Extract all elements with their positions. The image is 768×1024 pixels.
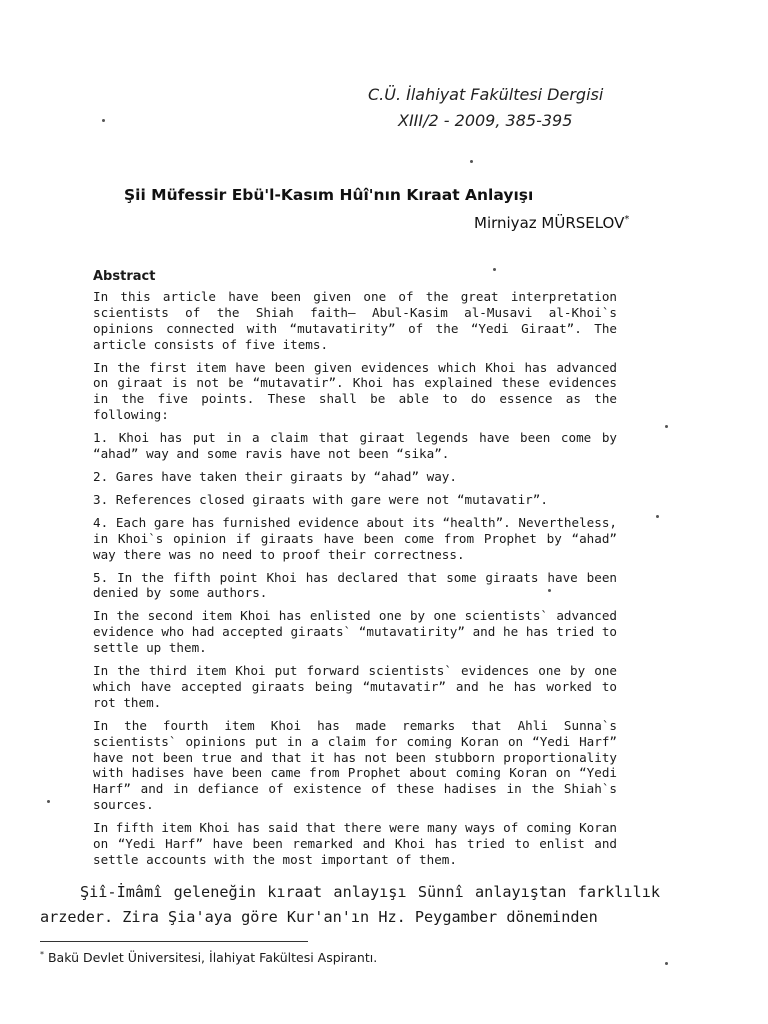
abstract-paragraph: 1. Khoi has put in a claim that giraat legends have been come by “ahad” way and some ravis have not been “sika”.: [93, 430, 617, 462]
body-paragraph: Şiî-İmâmî geleneğin kıraat anlayışı Sünnî anlayıştan farklılık arzeder. Zira Şia'aya göre Kur'an'ın Hz. Peygamber döneminden: [40, 883, 660, 926]
author-name: Mirniyaz MÜRSELOV: [474, 214, 625, 232]
abstract-paragraph: In the fourth item Khoi has made remarks that Ahli Sunna`s scientists` opinions put in a claim for coming Koran on “Yedi Harf” have not been true and that it has not been stubborn proportionality with hadises have been came from Prophet about coming Koran on “Yedi Harf” and in defiance of existence of these hadises in the Shiah`s sources.: [93, 717, 617, 813]
author-line: [474, 214, 629, 232]
journal-name: C.Ü. İlahiyat Fakültesi Dergisi: [368, 85, 604, 104]
scan-speck: [656, 515, 659, 518]
footnote-text: Bakü Devlet Üniversitesi, İlahiyat Fakültesi Aspirantı.: [47, 950, 378, 966]
abstract-paragraph: In fifth item Khoi has said that there were many ways of coming Koran on “Yedi Harf” have been remarked and Khoi has tried to enlist and settle accounts with the most important of them.: [93, 820, 617, 867]
abstract-paragraph: In the third item Khoi put forward scientists` evidences one by one which have accepted giraats being “mutavatir” and he has worked to rot them.: [93, 663, 617, 710]
scan-speck: [102, 119, 105, 122]
scan-speck: [665, 425, 668, 428]
footnote-marker: *: [40, 950, 44, 959]
journal-volume-pages: XIII/2 - 2009, 385-395: [398, 111, 573, 130]
abstract-paragraph: 3. References closed giraats with gare were not “mutavatir”.: [93, 491, 548, 507]
abstract-paragraph: 2. Gares have taken their giraats by “ahad” way.: [93, 468, 457, 484]
article-title: Şii Müfessir Ebü'l-Kasım Hûî'nın Kıraat Anlayışı: [124, 186, 534, 204]
abstract-paragraph: In the second item Khoi has enlisted one by one scientists` advanced evidence who had accepted giraats` “mutavatirity” and he has tried to settle up them.: [93, 608, 617, 656]
scan-speck: [665, 962, 668, 965]
scan-speck: [47, 800, 50, 803]
abstract-paragraph: In this article have been given one of the great interpretation scientists of the Shiah faith– Abul-Kasim al-Musavi al-Khoi`s opinions connected with “mutavatirity” of the “Yedi Giraat”. The article consists of five items.: [93, 288, 617, 352]
scan-speck: [548, 589, 551, 592]
scan-speck: [493, 268, 496, 271]
abstract-paragraph: In the first item have been given evidences which Khoi has advanced on giraat is not be “mutavatir”. Khoi has explained these evidences in the five points. These shall be able to do essence as the following:: [93, 359, 617, 423]
abstract-heading: Abstract: [93, 269, 156, 284]
footnote-divider: [40, 941, 308, 942]
abstract-paragraph: 4. Each gare has furnished evidence about its “health”. Nevertheless, in Khoi`s opinion if giraats have been come from Prophet by “ahad” way there was no need to proof their correctness.: [93, 514, 617, 562]
journal-citation: [368, 82, 658, 134]
scan-speck: [470, 160, 473, 163]
abstract-paragraph: 5. In the fifth point Khoi has declared that some giraats have been denied by some authors.: [93, 569, 617, 601]
author-footnote-marker: *: [624, 214, 630, 225]
footnote: [40, 950, 377, 965]
abstract-section: [93, 269, 617, 875]
